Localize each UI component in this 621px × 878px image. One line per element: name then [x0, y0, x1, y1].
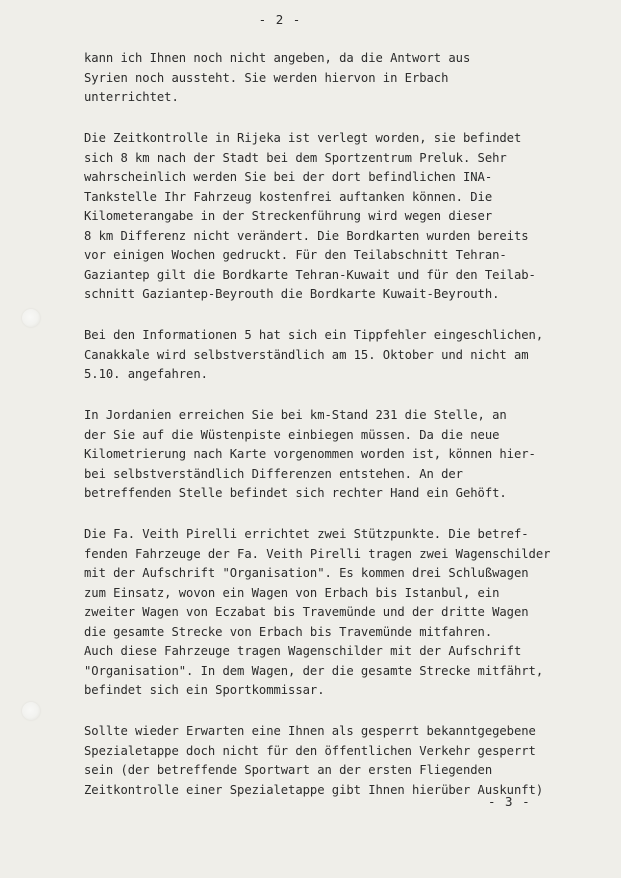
text-line: 5.10. angefahren. — [84, 367, 208, 381]
paragraph — [84, 49, 594, 108]
text-line: wahrscheinlich werden Sie bei der dort befindlichen INA- — [84, 170, 493, 184]
text-line: betreffenden Stelle befindet sich rechter Hand ein Gehöft. — [84, 486, 507, 500]
paragraph — [84, 722, 594, 800]
text-line: vor einigen Wochen gedruckt. Für den Teilabschnitt Tehran- — [84, 248, 507, 262]
text-line: schnitt Gaziantep-Beyrouth die Bordkarte Kuwait-Beyrouth. — [84, 287, 500, 301]
text-line: sich 8 km nach der Stadt bei dem Sportzentrum Preluk. Sehr — [84, 150, 507, 165]
text-line: Bei den Informationen 5 hat sich ein Tippfehler eingeschlichen, — [84, 328, 544, 342]
text-line: Tankstelle Ihr Fahrzeug kostenfrei auftanken können. Die — [84, 189, 493, 204]
paragraph — [84, 406, 594, 504]
text-line: fenden Fahrzeuge der Fa. Veith Pirelli tragen zwei Wagenschilder — [84, 546, 551, 561]
text-line: In Jordanien erreichen Sie bei km-Stand 231 die Stelle, an — [84, 408, 507, 422]
page-number: - 2 - — [258, 12, 302, 27]
letter-body — [84, 49, 594, 822]
text-line: "Organisation". In dem Wagen, der die gesamte Strecke mitfährt, — [84, 663, 544, 678]
text-line: Syrien noch aussteht. Sie werden hiervon in Erbach — [84, 70, 449, 85]
text-line: die gesamte Strecke von Erbach bis Travemünde mitfahren. — [84, 624, 493, 639]
text-line: Gaziantep gilt die Bordkarte Tehran-Kuwait und für den Teilab- — [84, 267, 536, 282]
text-line: der Sie auf die Wüstenpiste einbiegen müssen. Da die neue — [84, 427, 500, 442]
punch-hole — [22, 702, 40, 720]
punch-hole — [22, 309, 40, 327]
text-line: Die Zeitkontrolle in Rijeka ist verlegt worden, sie befindet — [84, 131, 522, 145]
text-line: zweiter Wagen von Eczabat bis Travemünde und der dritte Wagen — [84, 605, 529, 619]
text-line: Die Fa. Veith Pirelli errichtet zwei Stützpunkte. Die betref- — [84, 527, 529, 541]
text-line: sein (der betreffende Sportwart an der ersten Fliegenden — [84, 763, 493, 777]
continuation-marker: - 3 - — [488, 794, 531, 809]
text-line: Zeitkontrolle einer Spezialetappe gibt Ihnen hierüber Auskunft) — [84, 782, 544, 797]
text-line: befindet sich ein Sportkommissar. — [84, 683, 325, 697]
text-line: mit der Aufschrift "Organisation". Es kommen drei Schlußwagen — [84, 566, 529, 580]
text-line: Kilometerangabe in der Streckenführung wird wegen dieser — [84, 209, 493, 223]
paragraph — [84, 326, 594, 385]
text-line: Canakkale wird selbstverständlich am 15. Oktober und nicht am — [84, 347, 529, 362]
text-line: Auch diese Fahrzeuge tragen Wagenschilder mit der Aufschrift — [84, 644, 522, 658]
paragraph — [84, 525, 594, 701]
text-line: bei selbstverständlich Differenzen entstehen. An der — [84, 466, 463, 481]
text-line: kann ich Ihnen noch nicht angeben, da die Antwort aus — [84, 51, 471, 65]
text-line: Spezialetappe doch nicht für den öffentlichen Verkehr gesperrt — [84, 743, 536, 758]
text-line: Kilometrierung nach Karte vorgenommen worden ist, können hier- — [84, 447, 536, 461]
text-line: 8 km Differenz nicht verändert. Die Bordkarten wurden bereits — [84, 228, 529, 243]
text-line: Sollte wieder Erwarten eine Ihnen als gesperrt bekanntgegebene — [84, 724, 536, 738]
text-line: zum Einsatz, wovon ein Wagen von Erbach bis Istanbul, ein — [84, 585, 500, 600]
paragraph — [84, 129, 594, 305]
text-line: unterrichtet. — [84, 90, 179, 104]
